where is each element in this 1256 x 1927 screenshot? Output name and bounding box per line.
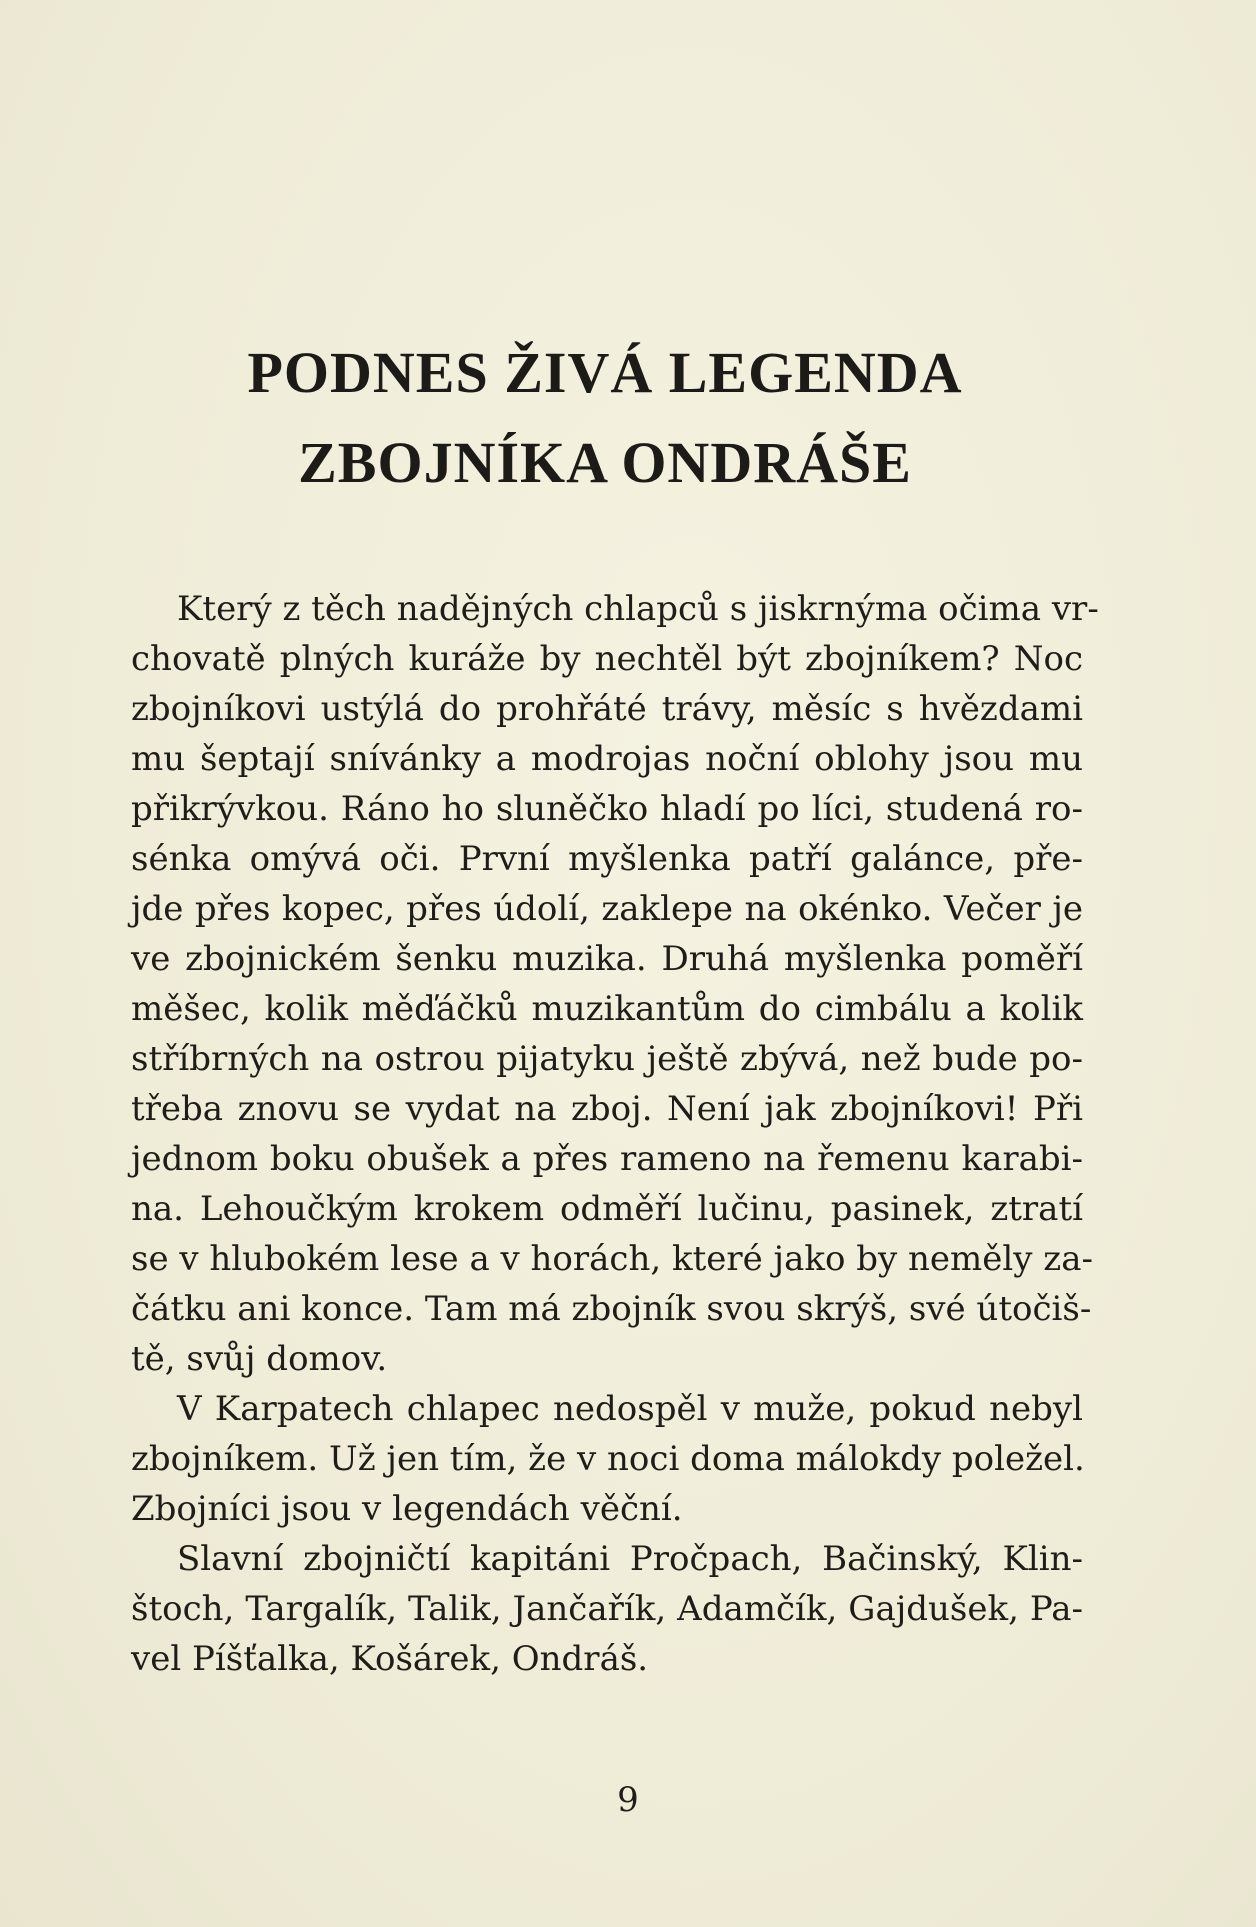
body-line: jde přes kopec, přes údolí, zaklepe na okénko. Večer je xyxy=(131,889,1083,929)
body-line: V Karpatech chlapec nedospěl v muže, pokud nebyl xyxy=(177,1389,1083,1429)
body-line: jednom boku obušek a přes rameno na řemenu karabi- xyxy=(131,1139,1083,1179)
body-line: Který z těch nadějných chlapců s jiskrnýma očima vr- xyxy=(177,589,1099,629)
body-line: třeba znovu se vydat na zboj. Není jak zbojníkovi! Při xyxy=(131,1089,1083,1129)
chapter-title-line: PODNES ŽIVÁ LEGENDA xyxy=(247,340,963,405)
body-line: zbojníkem. Už jen tím, že v noci doma málokdy poležel. xyxy=(131,1439,1085,1479)
body-line: na. Lehoučkým krokem odměří lučinu, pasinek, ztratí xyxy=(131,1189,1083,1229)
chapter-title xyxy=(120,328,1090,508)
body-line: ve zbojnickém šenku muzika. Druhá myšlenka poměří xyxy=(131,939,1083,979)
body-line: štoch, Targalík, Talik, Jančařík, Adamčík, Gajdušek, Pa- xyxy=(131,1589,1083,1629)
page-number: 9 xyxy=(617,1780,639,1820)
body-line: stříbrných na ostrou pijatyku ještě zbývá, než bude po- xyxy=(131,1039,1083,1079)
body-line: tě, svůj domov. xyxy=(131,1339,388,1379)
body-line: Zbojníci jsou v legendách věční. xyxy=(131,1489,683,1529)
body-line: se v hlubokém lese a v horách, které jako by neměly za- xyxy=(131,1239,1093,1279)
body-line: čátku ani konce. Tam má zbojník svou skrýš, své útočiš- xyxy=(131,1289,1092,1329)
body-line: Slavní zbojničtí kapitáni Pročpach, Bačinský, Klin- xyxy=(177,1539,1083,1579)
body-line: sénka omývá oči. První myšlenka patří galánce, pře- xyxy=(131,839,1083,879)
chapter-body xyxy=(131,584,1099,1684)
body-line: měšec, kolik měďáčků muzikantům do cimbálu a kolik xyxy=(131,989,1083,1029)
body-line: přikrývkou. Ráno ho sluněčko hladí po líci, studená ro- xyxy=(131,789,1083,829)
body-line: vel Píšťalka, Košárek, Ondráš. xyxy=(131,1639,649,1679)
body-line: mu šeptají snívánky a modrojas noční oblohy jsou mu xyxy=(131,739,1083,779)
body-line: chovatě plných kuráže by nechtěl být zbojníkem? Noc xyxy=(131,639,1083,679)
body-line: zbojníkovi ustýlá do prohřáté trávy, měsíc s hvězdami xyxy=(131,689,1083,729)
chapter-title-line: ZBOJNÍKA ONDRÁŠE xyxy=(298,430,912,495)
